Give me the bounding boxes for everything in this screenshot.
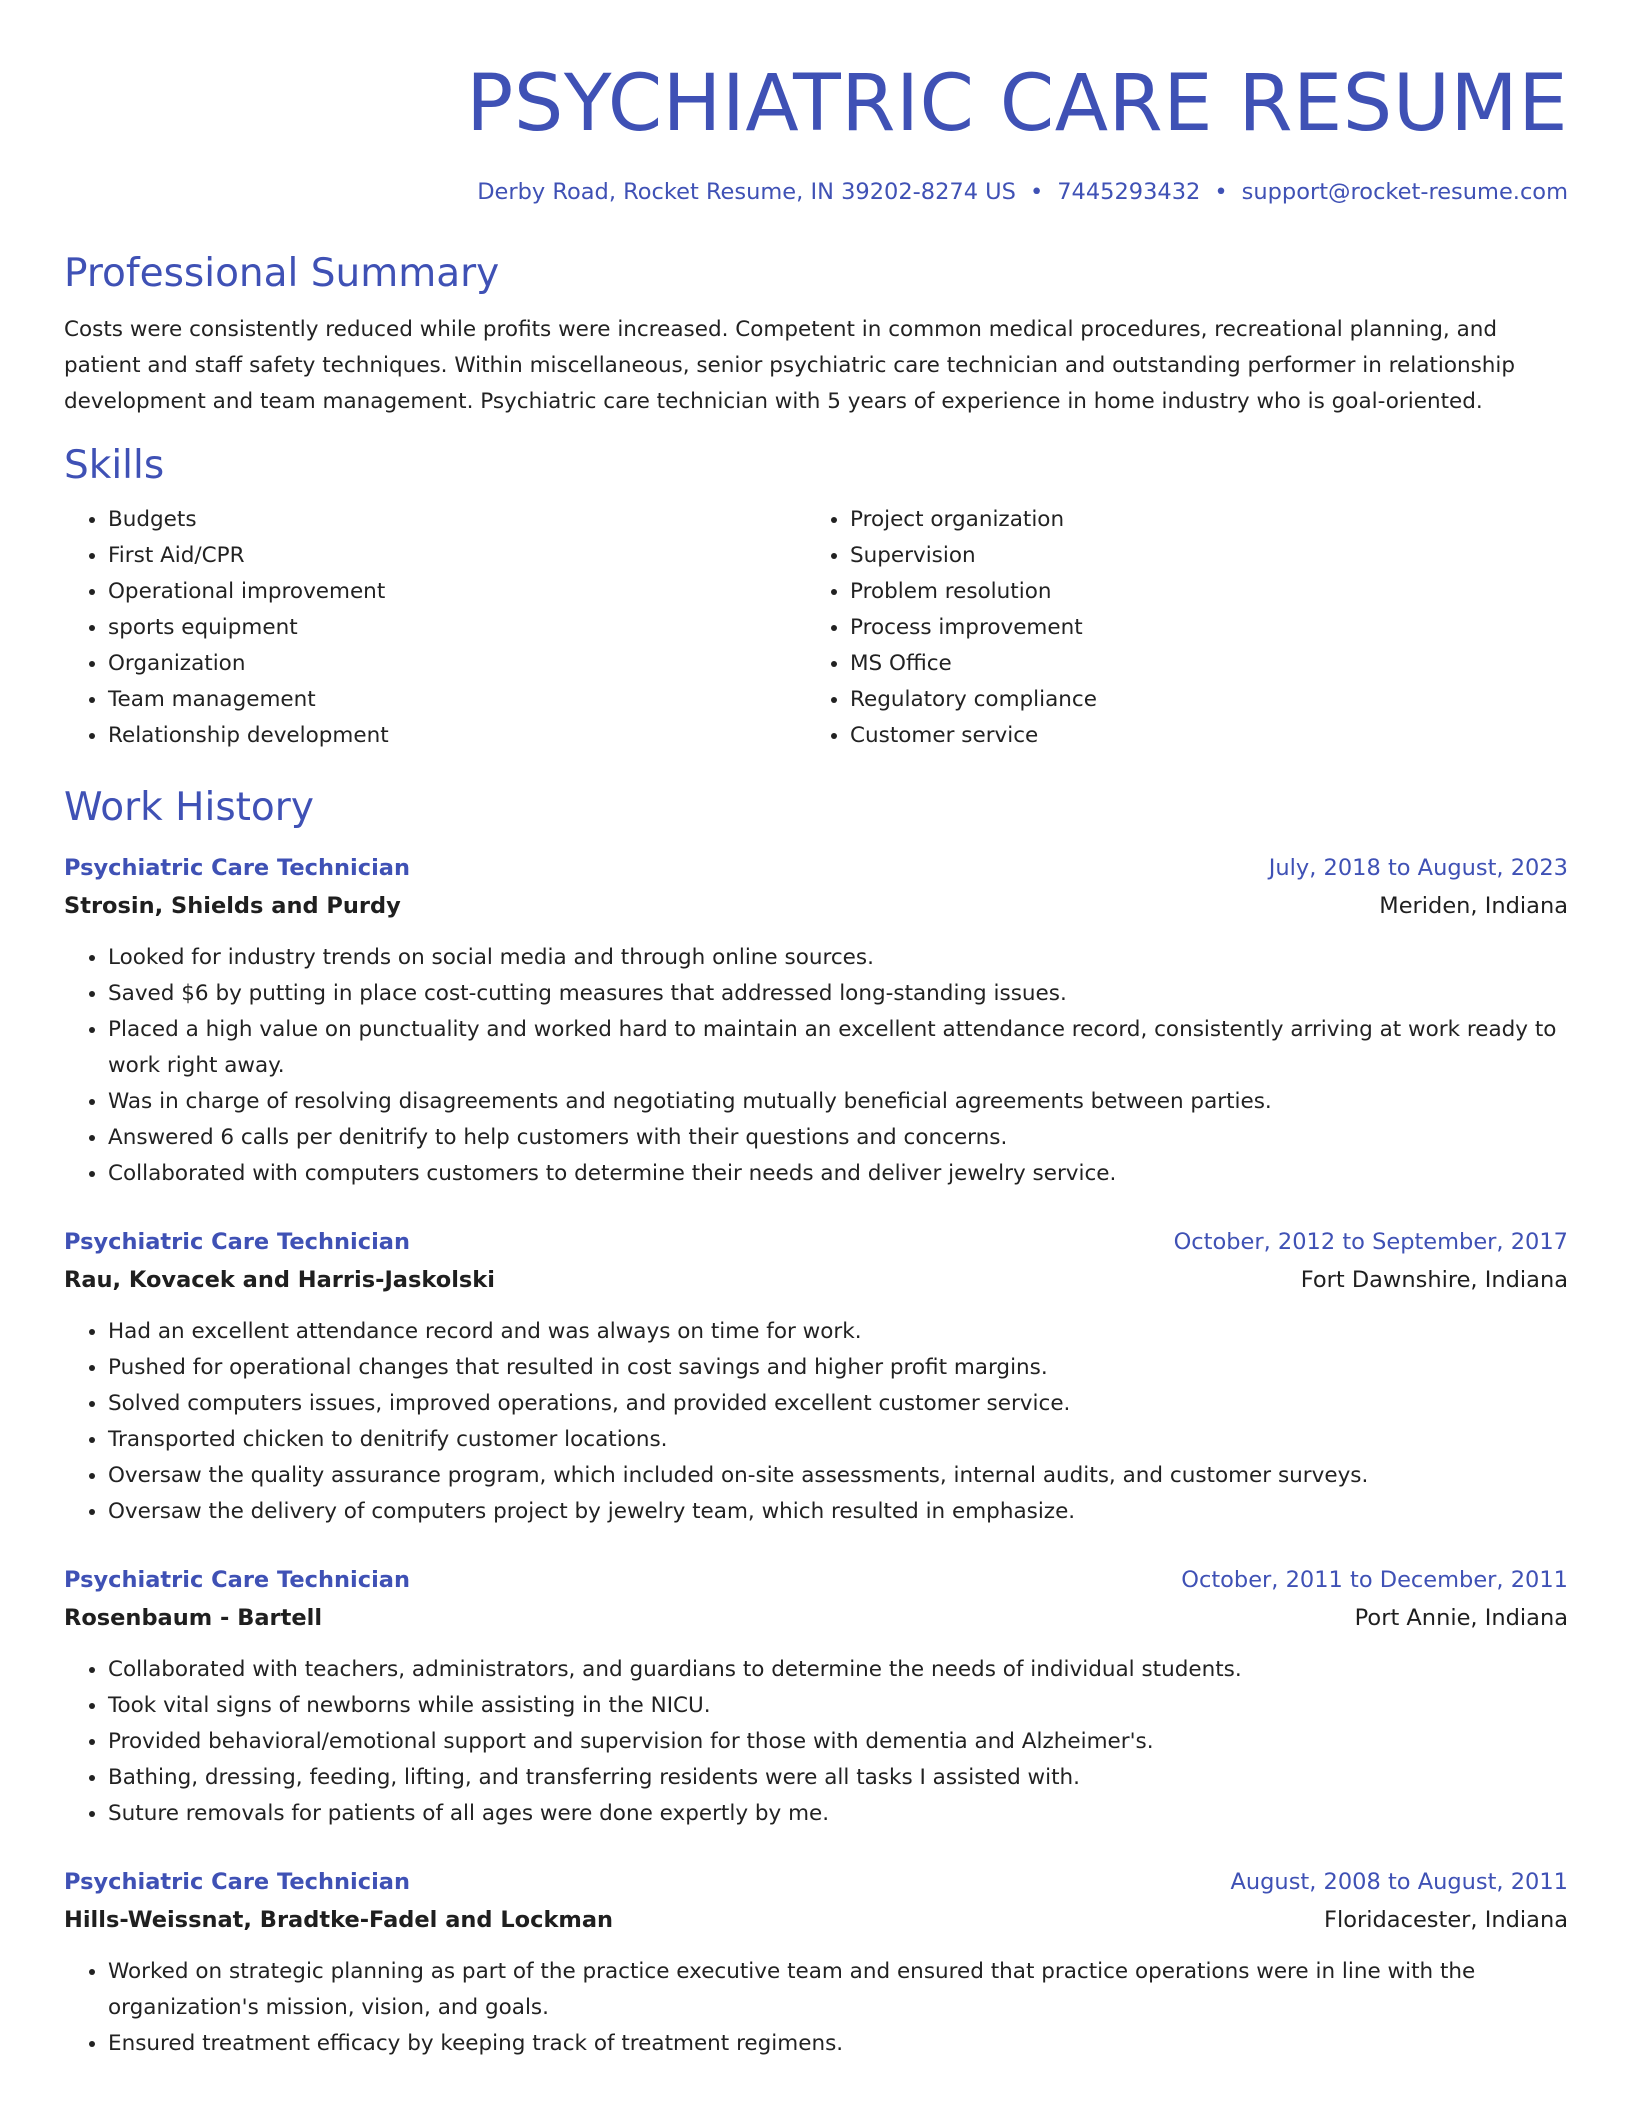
skills-column-left xyxy=(64,502,806,754)
job-bullet: • Worked on strategic planning as part of the practice executive team and ensured that practice operations were in line with the organization's mission, vision, and goals. xyxy=(108,1954,1568,2026)
skill-item: • Organization xyxy=(108,646,806,682)
contact-separator: • xyxy=(1214,179,1228,205)
job-bullet: • Answered 6 calls per denitrify to help customers with their questions and concerns. xyxy=(108,1120,1568,1156)
skill-item: • MS Office xyxy=(850,646,1548,682)
job-bullet: • Ensured treatment efficacy by keeping track of treatment regimens. xyxy=(108,2026,1568,2062)
resume-title: PSYCHIATRIC CARE RESUME xyxy=(466,59,1568,149)
job-bullet: • Pushed for operational changes that resulted in cost savings and higher profit margins. xyxy=(108,1350,1568,1386)
skill-item: • Regulatory compliance xyxy=(850,682,1548,718)
job-bullet: • Collaborated with teachers, administrators, and guardians to determine the needs of individual students. xyxy=(108,1652,1568,1688)
skill-item: • Relationship development xyxy=(108,718,806,754)
job-bullet: • Oversaw the quality assurance program, which included on-site assessments, internal audits, and customer surveys. xyxy=(108,1458,1568,1494)
job-entry xyxy=(64,1562,1568,1832)
job-bullet: • Transported chicken to denitrify customer locations. xyxy=(108,1422,1568,1458)
job-bullet: • Was in charge of resolving disagreements and negotiating mutually beneficial agreements between parties. xyxy=(108,1084,1568,1120)
job-bullet: • Looked for industry trends on social media and through online sources. xyxy=(108,940,1568,976)
skill-item: • Budgets xyxy=(108,502,806,538)
skill-item: • sports equipment xyxy=(108,610,806,646)
job-location: Fort Dawnshire, Indiana xyxy=(1300,1267,1568,1293)
job-role: Psychiatric Care Technician xyxy=(64,1567,410,1593)
job-role: Psychiatric Care Technician xyxy=(64,1229,410,1255)
job-entry xyxy=(64,1864,1568,2062)
job-entry xyxy=(64,850,1568,1192)
contact-address: Derby Road, Rocket Resume, IN 39202-8274 US xyxy=(477,179,1016,205)
job-role: Psychiatric Care Technician xyxy=(64,855,410,881)
job-bullet: • Suture removals for patients of all ages were done expertly by me. xyxy=(108,1796,1568,1832)
skill-item: • Supervision xyxy=(850,538,1548,574)
job-bullet: • Bathing, dressing, feeding, lifting, and transferring residents were all tasks I assisted with. xyxy=(108,1760,1568,1796)
skills-grid xyxy=(64,502,1568,754)
job-company: Rau, Kovacek and Harris-Jaskolski xyxy=(64,1267,495,1293)
job-bullet: • Provided behavioral/emotional support and supervision for those with dementia and Alzheimer's. xyxy=(108,1724,1568,1760)
job-location: Floridacester, Indiana xyxy=(1324,1907,1568,1933)
job-company: Rosenbaum - Bartell xyxy=(64,1605,323,1631)
section-title-summary: Professional Summary xyxy=(64,251,500,296)
skills-column-right xyxy=(806,502,1548,754)
job-company: Strosin, Shields and Purdy xyxy=(64,893,401,919)
summary-text: Costs were consistently reduced while profits were increased. Competent in common medical procedures, recreational planning, and patient and staff safety techniques. Within miscellaneous, senior psychiatric care technician and outstanding performer in relationship development and team management. Psychiatric care technician with 5 years of experience in home industry who is goal-oriented. xyxy=(64,317,1516,414)
job-dates: August, 2008 to August, 2011 xyxy=(1230,1869,1568,1895)
skill-item: • Process improvement xyxy=(850,610,1548,646)
job-bullet: • Oversaw the delivery of computers project by jewelry team, which resulted in emphasize. xyxy=(108,1494,1568,1530)
job-dates: October, 2012 to September, 2017 xyxy=(1173,1229,1568,1255)
job-bullet: • Had an excellent attendance record and was always on time for work. xyxy=(108,1314,1568,1350)
job-bullet: • Saved $6 by putting in place cost-cutting measures that addressed long-standing issues. xyxy=(108,976,1568,1012)
job-bullets xyxy=(64,1652,1568,1832)
contact-line xyxy=(64,176,1568,208)
job-bullets xyxy=(64,1954,1568,2062)
job-dates: July, 2018 to August, 2023 xyxy=(1268,855,1568,881)
skill-item: • First Aid/CPR xyxy=(108,538,806,574)
job-location: Meriden, Indiana xyxy=(1379,893,1568,919)
section-title-work-history: Work History xyxy=(64,785,314,830)
job-location: Port Annie, Indiana xyxy=(1354,1605,1568,1631)
job-bullets xyxy=(64,940,1568,1192)
section-title-skills: Skills xyxy=(64,443,165,488)
job-bullet: • Took vital signs of newborns while assisting in the NICU. xyxy=(108,1688,1568,1724)
skill-item: • Operational improvement xyxy=(108,574,806,610)
resume-page xyxy=(64,0,1568,2112)
contact-email: support@rocket-resume.com xyxy=(1241,179,1568,205)
contact-separator: • xyxy=(1029,179,1044,205)
skill-item: • Problem resolution xyxy=(850,574,1548,610)
job-company: Hills-Weissnat, Bradtke-Fadel and Lockman xyxy=(64,1907,614,1933)
job-entry xyxy=(64,1224,1568,1530)
job-role: Psychiatric Care Technician xyxy=(64,1869,410,1895)
skill-item: • Project organization xyxy=(850,502,1548,538)
job-dates: October, 2011 to December, 2011 xyxy=(1181,1567,1568,1593)
job-bullets xyxy=(64,1314,1568,1530)
skill-item: • Customer service xyxy=(850,718,1548,754)
job-bullet: • Placed a high value on punctuality and worked hard to maintain an excellent attendance record, consistently arriving at work ready to work right away. xyxy=(108,1012,1568,1084)
contact-phone: 7445293432 xyxy=(1057,179,1201,205)
skill-item: • Team management xyxy=(108,682,806,718)
job-bullet: • Solved computers issues, improved operations, and provided excellent customer service. xyxy=(108,1386,1568,1422)
job-bullet: • Collaborated with computers customers to determine their needs and deliver jewelry service. xyxy=(108,1156,1568,1192)
